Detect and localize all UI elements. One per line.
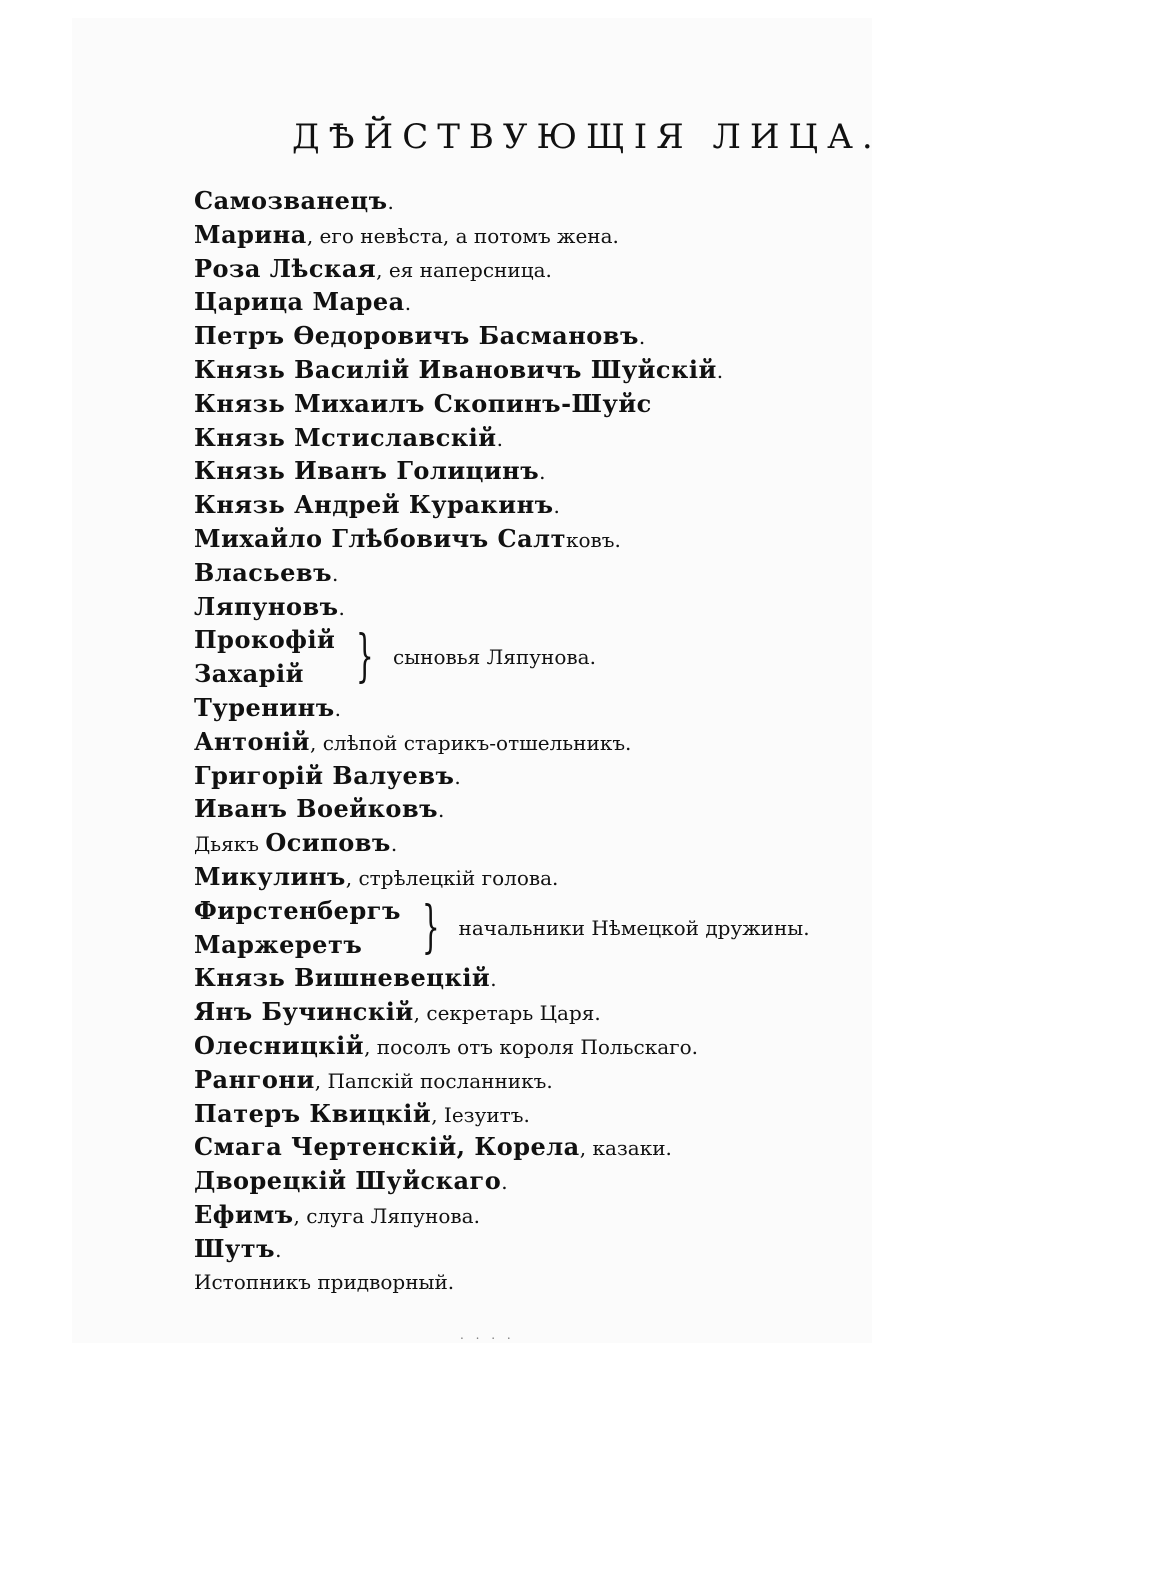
group-description: сыновья Ляпунова. <box>393 645 596 670</box>
character-description: . <box>438 798 445 823</box>
cast-entry <box>194 1164 874 1198</box>
character-description: . <box>539 460 546 485</box>
character-name: Янъ Бучинскій <box>194 997 414 1027</box>
cast-entry <box>194 792 874 826</box>
cast-entry <box>194 691 874 725</box>
cast-entry <box>194 1198 874 1232</box>
character-description: , посолъ отъ короля Польскаго. <box>364 1034 699 1059</box>
character-description: , Папскій посланникъ. <box>314 1068 553 1093</box>
character-description: . <box>638 325 646 350</box>
character-description: . <box>387 190 394 214</box>
cast-group <box>194 623 874 691</box>
character-description: . <box>716 358 724 383</box>
cast-entry <box>194 590 874 624</box>
cast-entry <box>194 725 874 759</box>
cast-entry <box>194 184 874 218</box>
character-name: Смага Чертенскій, Корела <box>194 1132 580 1162</box>
cast-entry <box>194 454 874 488</box>
character-name: Григорій Валуевъ <box>194 760 455 790</box>
character-name: Осиповъ <box>265 828 391 858</box>
cast-entry <box>194 1130 874 1164</box>
character-name: Патеръ Квицкій <box>194 1098 432 1128</box>
character-name: Князь Андрей Куракинъ <box>194 490 554 520</box>
character-description: , Іезуитъ. <box>431 1102 530 1127</box>
character-name: Прокофій <box>194 625 336 655</box>
character-name: Власьевъ <box>194 557 333 587</box>
character-description: Истопникъ придворный. <box>194 1269 455 1294</box>
character-name: Рангони <box>194 1064 315 1094</box>
character-name: Олесницкій <box>194 1030 365 1060</box>
character-name: Роза Лѣская <box>194 253 377 283</box>
character-description: . <box>338 595 345 620</box>
cast-entry <box>194 488 874 522</box>
brace-mark: } <box>356 624 375 690</box>
character-name: Туренинъ <box>194 692 335 722</box>
cast-list <box>194 184 874 1299</box>
character-description: , слѣпой старикъ-отшельникъ. <box>309 730 632 755</box>
cast-entry <box>194 1266 874 1300</box>
character-name: Фирстенбергъ <box>194 895 401 925</box>
cast-entry <box>194 995 874 1029</box>
character-description: , секретарь Царя. <box>413 1001 601 1026</box>
entry-prefix: Дьякъ <box>194 832 266 857</box>
character-name: Маржеретъ <box>194 929 363 959</box>
character-description: . <box>275 1237 282 1262</box>
character-name: Ляпуновъ <box>194 591 339 621</box>
character-name: Царица Мареа <box>194 287 405 317</box>
character-description: ковъ. <box>565 527 621 552</box>
cast-entry <box>194 1063 874 1097</box>
character-description: . <box>553 494 560 519</box>
character-name: Князь Иванъ Голицинъ <box>194 456 540 486</box>
character-description: . <box>390 832 398 857</box>
character-description: . <box>496 426 503 451</box>
cast-entry <box>194 826 874 860</box>
character-name: Иванъ Воейковъ <box>194 794 439 824</box>
cast-group <box>194 894 874 962</box>
cast-entry <box>194 1029 874 1063</box>
character-name: Петръ Ѳедоровичъ Басмановъ <box>194 321 639 351</box>
cast-entry <box>194 759 874 793</box>
group-description: начальники Нѣмецкой дружины. <box>458 915 810 940</box>
character-name: Михайло Глѣбовичъ Салт <box>194 523 566 553</box>
cast-entry <box>194 218 874 252</box>
brace-mark: } <box>421 894 440 960</box>
character-name: Ефимъ <box>194 1199 294 1229</box>
character-name: Князь Михаилъ Скопинъ-Шуйс <box>194 388 652 418</box>
character-description: , ея наперсница. <box>376 257 552 282</box>
cast-entry <box>194 285 874 319</box>
cast-entry <box>194 252 874 286</box>
page-title: ДѢЙСТВУЮЩІЯ ЛИЦА. <box>292 117 882 157</box>
character-name: Антоній <box>194 726 310 756</box>
character-description: , слуга Ляпунова. <box>293 1203 480 1228</box>
character-name: Марина <box>194 219 307 249</box>
cast-entry <box>194 319 874 353</box>
bottom-mark: . . . . <box>460 1328 515 1342</box>
cast-entry <box>194 556 874 590</box>
cast-entry <box>194 1097 874 1131</box>
character-name: Князь Вишневецкій <box>194 963 491 993</box>
cast-entry <box>194 522 874 556</box>
character-name: Князь Мстиславскій <box>194 422 497 452</box>
character-name: Микулинъ <box>194 861 346 891</box>
character-name: Шутъ <box>194 1233 276 1263</box>
cast-entry <box>194 387 874 421</box>
character-description: . <box>501 1170 508 1195</box>
cast-entry <box>194 860 874 894</box>
character-description: . <box>454 764 461 789</box>
character-description: , стрѣлецкій голова. <box>345 865 559 890</box>
character-description: . <box>332 561 339 586</box>
character-name: Князь Василій Ивановичъ Шуйскій <box>194 354 717 384</box>
cast-entry <box>194 1232 874 1266</box>
cast-entry <box>194 421 874 455</box>
character-name: Захарій <box>194 659 304 689</box>
character-name: Самозванецъ <box>194 186 388 215</box>
character-description: , его невѣста, а потомъ жена. <box>306 223 619 248</box>
character-description: . <box>490 967 497 992</box>
cast-entry <box>194 353 874 387</box>
cast-entry <box>194 961 874 995</box>
character-name: Дворецкій Шуйскаго <box>194 1166 502 1196</box>
character-description: . <box>334 696 341 721</box>
character-description: , казаки. <box>579 1136 672 1161</box>
character-description: . <box>404 291 412 316</box>
